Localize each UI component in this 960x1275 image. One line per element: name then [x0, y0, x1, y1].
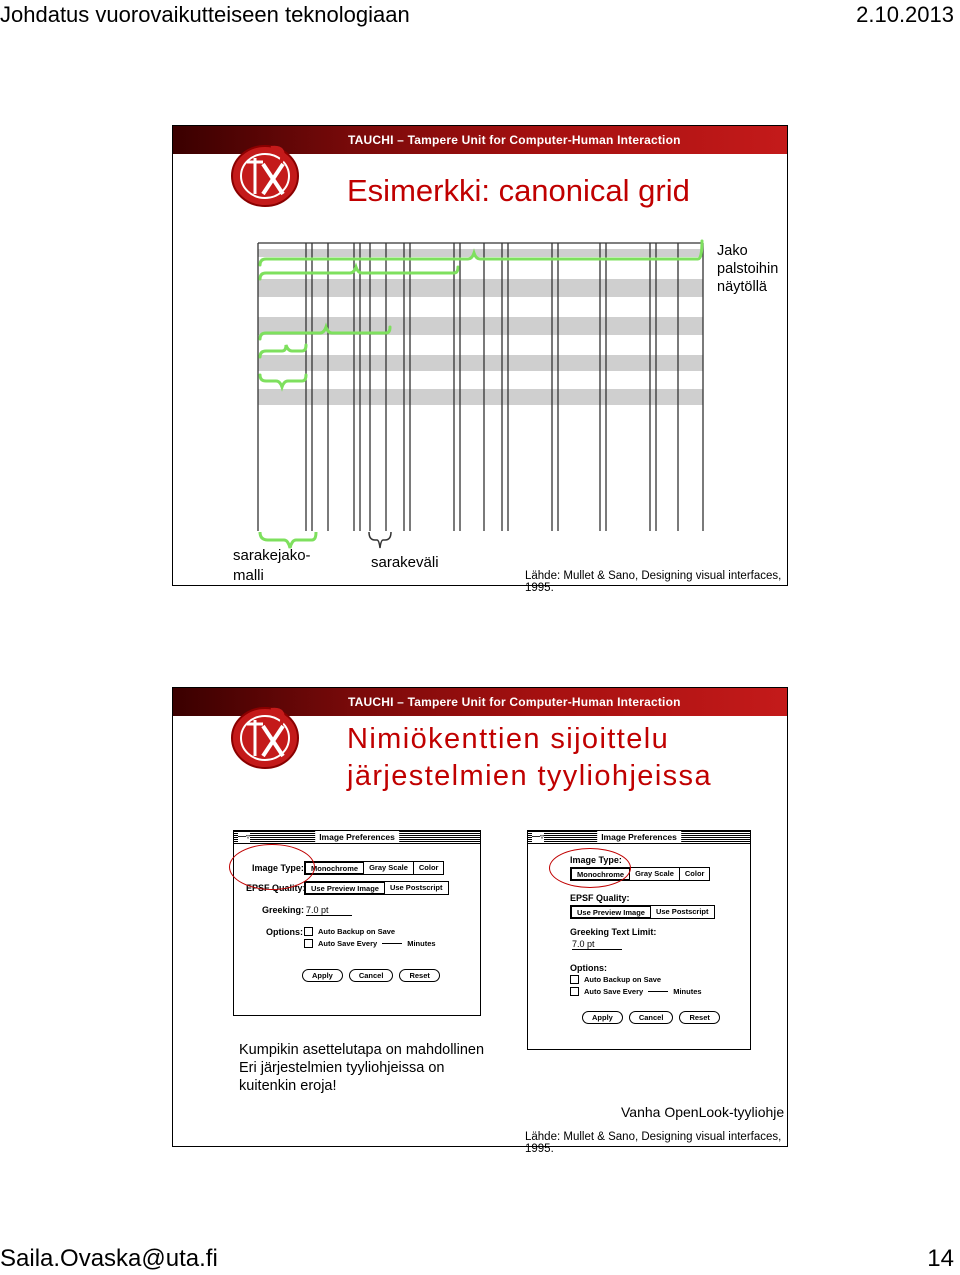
checkbox-label: Auto Save Every — [318, 939, 378, 948]
source-citation: Lähde: Mullet & Sano, Designing visual interfaces, 1995. — [525, 570, 782, 594]
checkbox-icon[interactable] — [304, 939, 313, 948]
dialog-titlebar — [234, 831, 480, 844]
checkbox-icon[interactable] — [304, 927, 313, 936]
banner-text: TAUCHI – Tampere Unit for Computer-Human Interaction — [348, 695, 681, 709]
dialog-title: Image Preferences — [315, 831, 399, 843]
dialog-buttons — [302, 969, 440, 982]
minutes-unit: Minutes — [673, 987, 702, 996]
image-type-label: Image Type: — [570, 855, 622, 865]
option-color[interactable]: Color — [684, 869, 705, 878]
option-use-preview[interactable]: Use Preview Image — [571, 906, 651, 918]
minutes-field[interactable] — [648, 991, 668, 992]
option-monochrome[interactable]: Monochrome — [571, 868, 630, 880]
option-gray-scale[interactable]: Gray Scale — [364, 862, 414, 874]
dialog-title: Image Preferences — [597, 831, 681, 843]
checkbox-icon[interactable] — [570, 987, 579, 996]
tauchi-logo-icon — [225, 138, 303, 210]
slide-title-line: Nimiökenttien sijoittelu — [347, 723, 670, 755]
grid-note — [717, 242, 778, 296]
column-label — [233, 546, 311, 586]
reset-button[interactable]: Reset — [399, 969, 439, 982]
option-use-postscript[interactable]: Use Postscript — [655, 907, 709, 916]
minutes-field[interactable] — [382, 943, 402, 944]
reset-button[interactable]: Reset — [679, 1011, 719, 1024]
auto-backup-checkbox[interactable] — [570, 975, 661, 984]
checkbox-label: Auto Save Every — [584, 987, 644, 996]
option-color[interactable]: Color — [418, 863, 439, 872]
options-label: Options: — [266, 927, 303, 937]
grid-note-line: näytöllä — [717, 279, 767, 295]
slide-title-line: järjestelmien tyyliohjeissa — [347, 760, 712, 792]
greeking-label: Greeking: — [262, 905, 305, 915]
page-header-date: 2.10.2013 — [856, 2, 954, 27]
checkbox-icon[interactable] — [570, 975, 579, 984]
auto-backup-checkbox[interactable] — [304, 927, 395, 936]
caption-line: Kumpikin asettelutapa on mahdollinen — [239, 1042, 485, 1058]
canonical-grid-figure — [258, 237, 708, 531]
slide-label-placement — [172, 687, 788, 1155]
dialog-titlebar — [528, 831, 750, 844]
greeking-label: Greeking Text Limit: — [570, 927, 657, 937]
openlook-caption: Vanha OpenLook-tyyliohje — [621, 1104, 785, 1120]
slide-title — [347, 721, 712, 795]
gutter-bracket-icon — [367, 530, 397, 550]
slide-caption — [239, 1041, 484, 1095]
column-label-line: malli — [233, 567, 264, 584]
grid-note-line: palstoihin — [717, 261, 779, 277]
banner-text: TAUCHI – Tampere Unit for Computer-Human Interaction — [348, 133, 681, 147]
page-header-title: Johdatus vuorovaikutteiseen teknologiaan — [0, 2, 410, 27]
slide-canonical-grid — [172, 125, 788, 594]
image-type-selector[interactable] — [304, 861, 444, 875]
highlight-circle — [549, 848, 631, 888]
column-label-line: sarakejako- — [233, 547, 311, 564]
caption-line: Eri järjestelmien tyyliohjeissa on — [239, 1060, 445, 1076]
options-label: Options: — [570, 963, 607, 973]
option-use-preview[interactable]: Use Preview Image — [305, 882, 385, 894]
epsf-selector[interactable] — [570, 905, 715, 919]
caption-line: kuitenkin eroja! — [239, 1078, 337, 1094]
greeking-field[interactable]: 7.0 pt — [306, 905, 352, 916]
tauchi-logo-icon — [225, 700, 303, 772]
apply-button[interactable]: Apply — [302, 969, 343, 982]
image-type-label: Image Type: — [252, 863, 304, 873]
greeking-field[interactable]: 7.0 pt — [572, 939, 622, 950]
option-gray-scale[interactable]: Gray Scale — [630, 868, 680, 880]
page-footer-email: Saila.Ovaska@uta.fi — [0, 1245, 218, 1272]
source-citation: Lähde: Mullet & Sano, Designing visual interfaces, 1995. — [525, 1131, 782, 1155]
slide-title: Esimerkki: canonical grid — [347, 173, 690, 208]
page-number: 14 — [927, 1245, 954, 1272]
close-icon[interactable]: ―▿ — [532, 832, 545, 841]
checkbox-label: Auto Backup on Save — [318, 927, 396, 936]
grid-note-line: Jako — [717, 243, 748, 259]
epsf-label: EPSF Quality: — [246, 883, 306, 893]
highlight-circle — [229, 844, 315, 890]
cancel-button[interactable]: Cancel — [349, 969, 394, 982]
checkbox-label: Auto Backup on Save — [584, 975, 662, 984]
epsf-label: EPSF Quality: — [570, 893, 630, 903]
dialog-buttons — [582, 1011, 720, 1024]
option-monochrome[interactable]: Monochrome — [305, 862, 364, 874]
close-icon[interactable]: ―▿ — [238, 832, 251, 841]
minutes-unit: Minutes — [407, 939, 436, 948]
apply-button[interactable]: Apply — [582, 1011, 623, 1024]
auto-save-checkbox[interactable] — [304, 939, 436, 948]
auto-save-checkbox[interactable] — [570, 987, 702, 996]
cancel-button[interactable]: Cancel — [629, 1011, 674, 1024]
epsf-selector[interactable] — [304, 881, 449, 895]
gutter-label: sarakeväli — [371, 554, 439, 571]
option-use-postscript[interactable]: Use Postscript — [389, 883, 443, 892]
